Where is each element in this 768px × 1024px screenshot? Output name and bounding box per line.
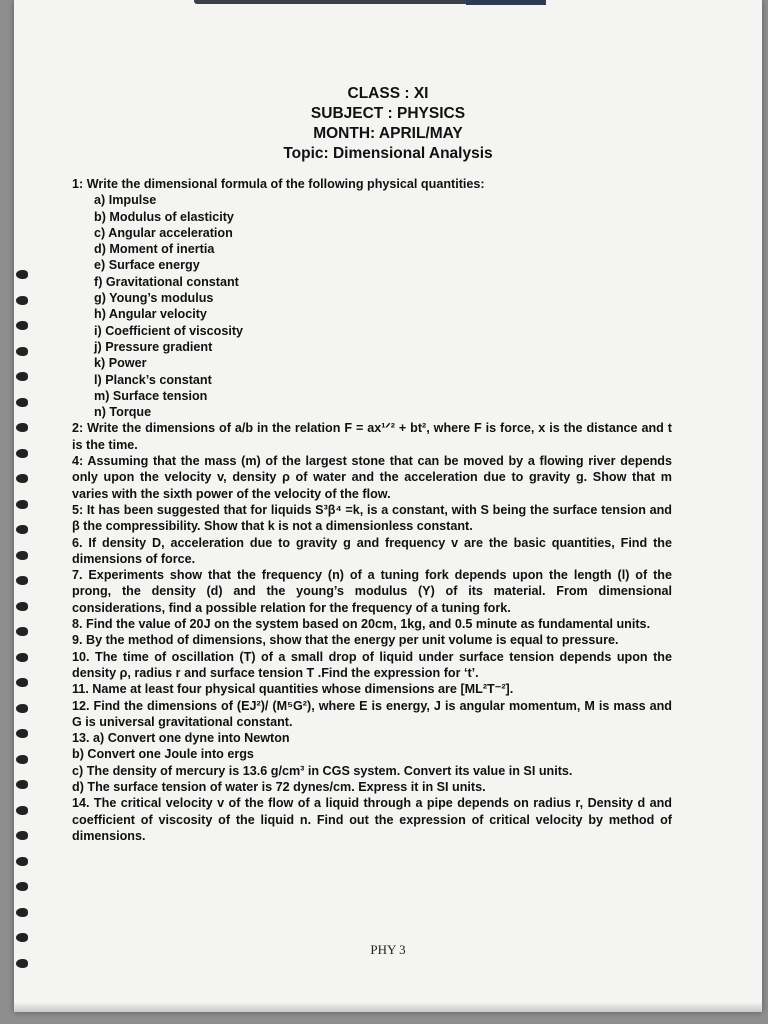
punch-hole <box>16 551 28 560</box>
punch-hole <box>16 270 28 279</box>
punch-hole <box>16 729 28 738</box>
punch-hole <box>16 398 28 407</box>
question-13b: b) Convert one Joule into ergs <box>72 747 254 762</box>
question-5: 5: It has been suggested that for liquids S³β⁴ =k, is a constant, with S being the surface tension and β the compressibility. Show that k is not a dimensionless constant. <box>72 502 672 534</box>
list-item: l) Planck’s constant <box>94 372 212 387</box>
list-item: m) Surface tension <box>94 388 208 403</box>
question-6: 6. If density D, acceleration due to gravity g and frequency v are the basic quantities, Find the dimensions of force. <box>72 535 672 566</box>
question-13a: 13. a) Convert one dyne into Newton <box>72 731 290 746</box>
question-list <box>72 176 672 844</box>
punch-hole <box>16 755 28 764</box>
punch-hole <box>16 831 28 840</box>
question-12: 12. Find the dimensions of (EJ²)/ (M⁵G²), where E is energy, J is angular momentum, M is mass and G is universal gravitational constant. <box>72 698 672 729</box>
list-item: a) Impulse <box>94 193 157 208</box>
punch-hole <box>16 678 28 687</box>
question-7: 7. Experiments show that the frequency (n) of a tuning fork depends upon the length (l) of the prong, the density (d) and the young’s modulus (Y) of its material. From dimensional considerations, find a possible relation for the frequency of a tuning fork. <box>72 568 672 615</box>
punch-hole <box>16 780 28 789</box>
top-binding-tab <box>466 0 546 5</box>
punch-hole <box>16 500 28 509</box>
list-item: i) Coefficient of viscosity <box>94 323 244 338</box>
punch-hole <box>16 653 28 662</box>
question-9: 9. By the method of dimensions, show that the energy per unit volume is equal to pressure. <box>72 633 619 648</box>
question-2: 2: Write the dimensions of a/b in the relation F = ax¹ᐟ² + bt², where F is force, x is the distance and t is the time. <box>72 421 672 452</box>
punch-holes-column <box>14 270 36 1010</box>
question-1-items <box>72 192 672 420</box>
punch-hole <box>16 933 28 942</box>
question-14: 14. The critical velocity v of the flow of a liquid through a pipe depends on radius r, Density d and coefficient of viscosity of the liquid n. Find out the expression of critical velocity by method of dimensions. <box>72 796 672 843</box>
punch-hole <box>16 423 28 432</box>
punch-hole <box>16 347 28 356</box>
punch-hole <box>16 704 28 713</box>
punch-hole <box>16 372 28 381</box>
punch-hole <box>16 525 28 534</box>
punch-hole <box>16 627 28 636</box>
list-item: b) Modulus of elasticity <box>94 209 234 224</box>
list-item: n) Torque <box>94 405 152 420</box>
topic-line: Topic: Dimensional Analysis <box>283 145 493 162</box>
punch-hole <box>16 908 28 917</box>
question-11: 11. Name at least four physical quantities whose dimensions are [ML²T⁻²]. <box>72 682 514 697</box>
list-item: d) Moment of inertia <box>94 242 215 257</box>
punch-hole <box>16 806 28 815</box>
subject-line: SUBJECT : PHYSICS <box>310 105 466 122</box>
punch-hole <box>16 321 28 330</box>
question-10: 10. The time of oscillation (T) of a small drop of liquid under surface tension depends upon the density ρ, radius r and surface tension T .Find the expression for ‘t’. <box>72 649 672 680</box>
worksheet-header <box>14 84 762 164</box>
month-line: MONTH: APRIL/MAY <box>313 125 463 142</box>
punch-hole <box>16 449 28 458</box>
punch-hole <box>16 882 28 891</box>
list-item: h) Angular velocity <box>94 307 207 322</box>
page-footer: PHY 3 <box>370 942 406 957</box>
list-item: e) Surface energy <box>94 258 200 273</box>
punch-hole <box>16 474 28 483</box>
list-item: g) Young’s modulus <box>94 291 214 306</box>
list-item: k) Power <box>94 356 147 371</box>
class-line: CLASS : XI <box>347 85 429 102</box>
list-item: f) Gravitational constant <box>94 274 239 289</box>
punch-hole <box>16 602 28 611</box>
list-item: c) Angular acceleration <box>94 225 233 240</box>
punch-hole <box>16 576 28 585</box>
question-13c: c) The density of mercury is 13.6 g/cm³ in CGS system. Convert its value in SI units. <box>72 763 573 778</box>
question-13d: d) The surface tension of water is 72 dynes/cm. Express it in SI units. <box>72 779 486 794</box>
question-8: 8. Find the value of 20J on the system based on 20cm, 1kg, and 0.5 minute as fundamental units. <box>72 617 651 632</box>
punch-hole <box>16 959 28 968</box>
punch-hole <box>16 857 28 866</box>
question-1: 1: Write the dimensional formula of the following physical quantities: <box>72 177 485 191</box>
question-4: 4: Assuming that the mass (m) of the largest stone that can be moved by a flowing river depends only upon the velocity v, density ρ of water and the acceleration due to gravity g. Show that m varies with the sixth power of the velocity of the flow. <box>72 454 672 501</box>
list-item: j) Pressure gradient <box>94 339 213 354</box>
punch-hole <box>16 296 28 305</box>
page-bottom-edge <box>14 1002 762 1012</box>
document-page <box>14 0 762 1012</box>
